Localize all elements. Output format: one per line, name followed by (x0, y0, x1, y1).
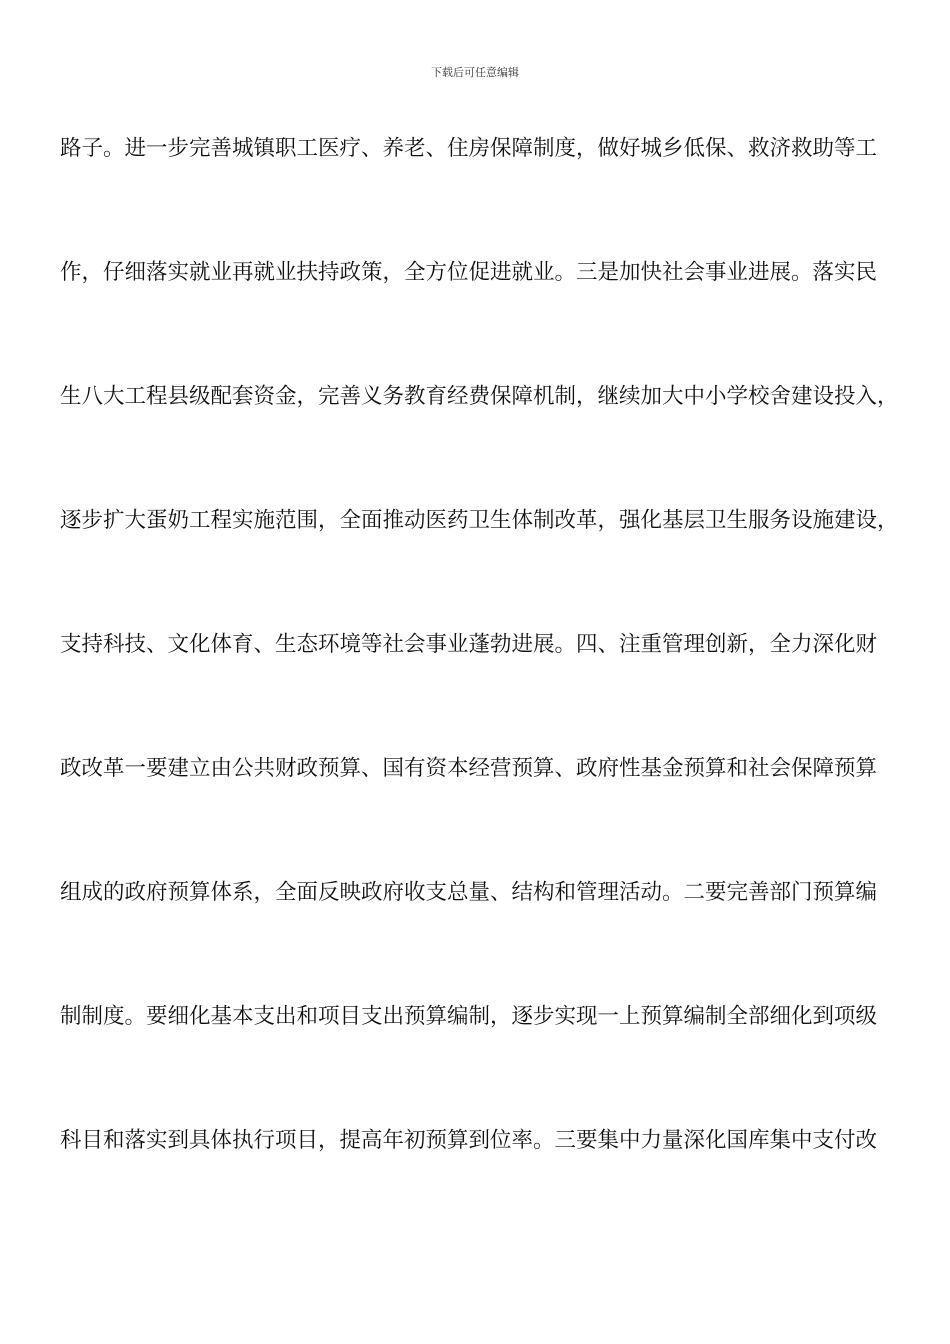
text-line-6: 政改革一要建立由公共财政预算、国有资本经营预算、政府性基金预算和社会保障预算 (60, 756, 878, 781)
text-line-8: 制制度。要细化基本支出和项目支出预算编制，逐步实现一上预算编制全部细化到项级 (60, 1004, 878, 1029)
text-line-2: 作，仔细落实就业再就业扶持政策，全方位促进就业。三是加快社会事业进展。落实民 (60, 260, 878, 285)
text-line-9: 科目和落实到具体执行项目，提高年初预算到位率。三要集中力量深化国库集中支付改 (60, 1128, 878, 1153)
text-line-1: 路子。进一步完善城镇职工医疗、养老、住房保障制度，做好城乡低保、救济救助等工 (60, 136, 878, 161)
text-line-4: 逐步扩大蛋奶工程实施范围，全面推动医药卫生体制改革，强化基层卫生服务设施建设， (60, 508, 899, 533)
page-header: 下载后可任意编辑 (431, 66, 519, 79)
text-line-7: 组成的政府预算体系，全面反映政府收支总量、结构和管理活动。二要完善部门预算编 (60, 880, 878, 905)
text-line-3: 生八大工程县级配套资金，完善义务教育经费保障机制，继续加大中小学校舍建设投入， (60, 384, 899, 409)
text-line-5: 支持科技、文化体育、生态环境等社会事业蓬勃进展。四、注重管理创新，全力深化财 (60, 632, 878, 657)
